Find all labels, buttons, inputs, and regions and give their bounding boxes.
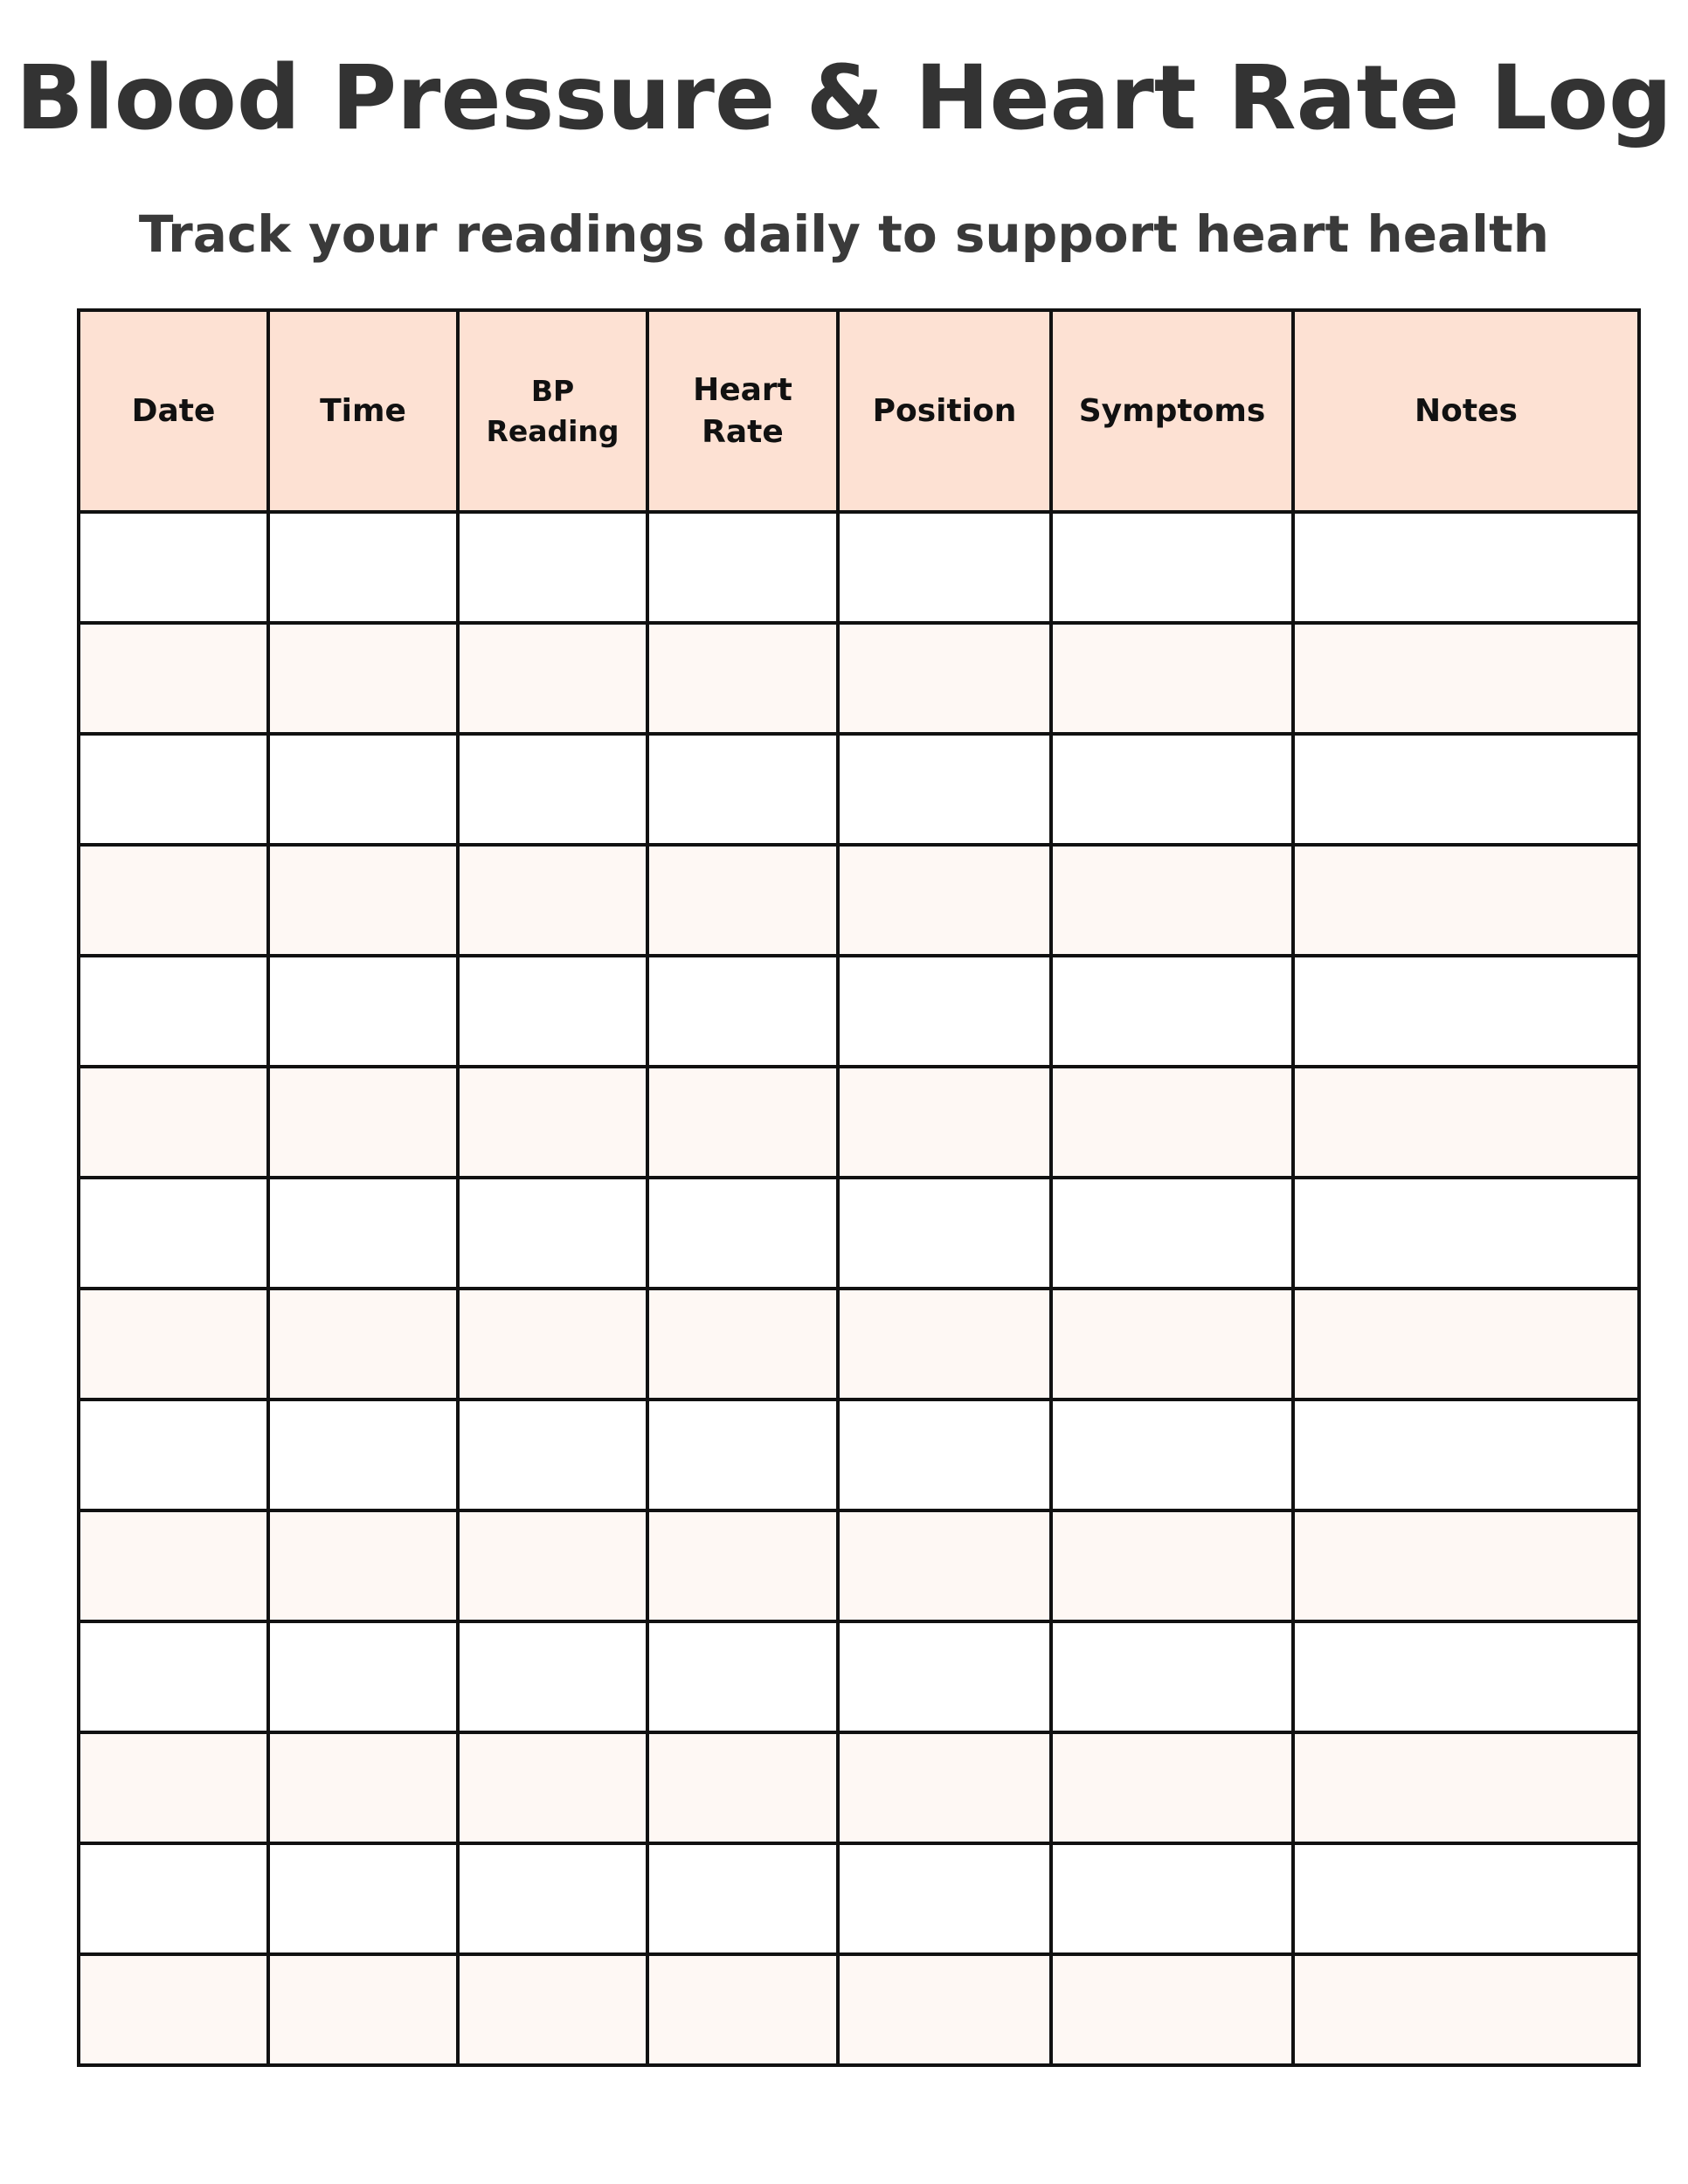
- cell-notes[interactable]: [1293, 1954, 1639, 2065]
- cell-time[interactable]: [268, 512, 458, 623]
- cell-heart-rate[interactable]: [647, 623, 838, 734]
- page-subtitle: Track your readings daily to support heart health: [138, 204, 1550, 264]
- cell-position[interactable]: [838, 845, 1051, 956]
- cell-heart-rate[interactable]: [647, 1289, 838, 1400]
- column-header-heart-rate: Heart Rate: [647, 310, 838, 512]
- cell-notes[interactable]: [1293, 1400, 1639, 1510]
- cell-heart-rate[interactable]: [647, 1843, 838, 1954]
- cell-notes[interactable]: [1293, 1178, 1639, 1289]
- cell-notes[interactable]: [1293, 1732, 1639, 1843]
- table-row: [79, 845, 1639, 956]
- cell-bp-reading[interactable]: [458, 845, 647, 956]
- cell-symptoms[interactable]: [1051, 1954, 1293, 2065]
- column-header-notes: Notes: [1293, 310, 1639, 512]
- cell-time[interactable]: [268, 845, 458, 956]
- table-row: [79, 734, 1639, 845]
- cell-bp-reading[interactable]: [458, 956, 647, 1067]
- cell-time[interactable]: [268, 734, 458, 845]
- cell-time[interactable]: [268, 1732, 458, 1843]
- cell-date[interactable]: [79, 1400, 268, 1510]
- cell-symptoms[interactable]: [1051, 1178, 1293, 1289]
- cell-symptoms[interactable]: [1051, 845, 1293, 956]
- cell-symptoms[interactable]: [1051, 1621, 1293, 1732]
- table-row: [79, 1954, 1639, 2065]
- cell-position[interactable]: [838, 1178, 1051, 1289]
- cell-date[interactable]: [79, 1954, 268, 2065]
- cell-date[interactable]: [79, 1178, 268, 1289]
- cell-position[interactable]: [838, 1289, 1051, 1400]
- cell-bp-reading[interactable]: [458, 1732, 647, 1843]
- cell-bp-reading[interactable]: [458, 734, 647, 845]
- cell-time[interactable]: [268, 1510, 458, 1621]
- cell-position[interactable]: [838, 1954, 1051, 2065]
- cell-heart-rate[interactable]: [647, 956, 838, 1067]
- table-row: [79, 623, 1639, 734]
- cell-heart-rate[interactable]: [647, 1954, 838, 2065]
- cell-date[interactable]: [79, 1621, 268, 1732]
- cell-heart-rate[interactable]: [647, 734, 838, 845]
- cell-position[interactable]: [838, 1843, 1051, 1954]
- cell-heart-rate[interactable]: [647, 1732, 838, 1843]
- cell-bp-reading[interactable]: [458, 1843, 647, 1954]
- cell-position[interactable]: [838, 1732, 1051, 1843]
- cell-notes[interactable]: [1293, 845, 1639, 956]
- cell-notes[interactable]: [1293, 1621, 1639, 1732]
- table-row: [79, 1178, 1639, 1289]
- cell-position[interactable]: [838, 956, 1051, 1067]
- cell-notes[interactable]: [1293, 734, 1639, 845]
- table-row: [79, 512, 1639, 623]
- cell-bp-reading[interactable]: [458, 1954, 647, 2065]
- cell-notes[interactable]: [1293, 1289, 1639, 1400]
- cell-date[interactable]: [79, 623, 268, 734]
- cell-symptoms[interactable]: [1051, 1067, 1293, 1178]
- header-row: [79, 310, 1639, 512]
- cell-notes[interactable]: [1293, 623, 1639, 734]
- cell-bp-reading[interactable]: [458, 512, 647, 623]
- cell-date[interactable]: [79, 1510, 268, 1621]
- cell-symptoms[interactable]: [1051, 1289, 1293, 1400]
- column-header-symptoms: Symptoms: [1051, 310, 1293, 512]
- cell-symptoms[interactable]: [1051, 1510, 1293, 1621]
- cell-position[interactable]: [838, 734, 1051, 845]
- cell-symptoms[interactable]: [1051, 1400, 1293, 1510]
- table-row: [79, 1289, 1639, 1400]
- cell-bp-reading[interactable]: [458, 1289, 647, 1400]
- cell-notes[interactable]: [1293, 1510, 1639, 1621]
- cell-symptoms[interactable]: [1051, 956, 1293, 1067]
- column-header-date: Date: [79, 310, 268, 512]
- table-row: [79, 1400, 1639, 1510]
- cell-time[interactable]: [268, 1621, 458, 1732]
- cell-heart-rate[interactable]: [647, 1510, 838, 1621]
- cell-bp-reading[interactable]: [458, 1178, 647, 1289]
- column-header-time: Time: [268, 310, 458, 512]
- column-header-bp-reading: BP Reading: [458, 310, 647, 512]
- cell-time[interactable]: [268, 1178, 458, 1289]
- page-title: Blood Pressure & Heart Rate Log: [16, 46, 1672, 150]
- cell-date[interactable]: [79, 845, 268, 956]
- cell-heart-rate[interactable]: [647, 1621, 838, 1732]
- cell-time[interactable]: [268, 623, 458, 734]
- cell-position[interactable]: [838, 512, 1051, 623]
- cell-heart-rate[interactable]: [647, 845, 838, 956]
- log-table: [77, 308, 1641, 2067]
- cell-date[interactable]: [79, 734, 268, 845]
- table-row: [79, 1732, 1639, 1843]
- cell-heart-rate[interactable]: [647, 1178, 838, 1289]
- cell-heart-rate[interactable]: [647, 512, 838, 623]
- cell-date[interactable]: [79, 1843, 268, 1954]
- cell-time[interactable]: [268, 1954, 458, 2065]
- cell-date[interactable]: [79, 512, 268, 623]
- cell-time[interactable]: [268, 1067, 458, 1178]
- table-row: [79, 1843, 1639, 1954]
- cell-notes[interactable]: [1293, 1067, 1639, 1178]
- cell-symptoms[interactable]: [1051, 1843, 1293, 1954]
- cell-bp-reading[interactable]: [458, 1067, 647, 1178]
- cell-bp-reading[interactable]: [458, 1621, 647, 1732]
- cell-date[interactable]: [79, 1289, 268, 1400]
- cell-time[interactable]: [268, 1843, 458, 1954]
- table-row: [79, 1067, 1639, 1178]
- cell-bp-reading[interactable]: [458, 623, 647, 734]
- cell-notes[interactable]: [1293, 512, 1639, 623]
- cell-bp-reading[interactable]: [458, 1400, 647, 1510]
- column-header-position: Position: [838, 310, 1051, 512]
- cell-date[interactable]: [79, 1067, 268, 1178]
- cell-position[interactable]: [838, 1400, 1051, 1510]
- cell-symptoms[interactable]: [1051, 1732, 1293, 1843]
- table-row: [79, 1510, 1639, 1621]
- cell-position[interactable]: [838, 623, 1051, 734]
- cell-position[interactable]: [838, 1510, 1051, 1621]
- cell-symptoms[interactable]: [1051, 734, 1293, 845]
- cell-bp-reading[interactable]: [458, 1510, 647, 1621]
- cell-notes[interactable]: [1293, 956, 1639, 1067]
- cell-notes[interactable]: [1293, 1843, 1639, 1954]
- cell-date[interactable]: [79, 956, 268, 1067]
- cell-heart-rate[interactable]: [647, 1400, 838, 1510]
- cell-time[interactable]: [268, 956, 458, 1067]
- cell-symptoms[interactable]: [1051, 623, 1293, 734]
- cell-position[interactable]: [838, 1621, 1051, 1732]
- cell-date[interactable]: [79, 1732, 268, 1843]
- cell-heart-rate[interactable]: [647, 1067, 838, 1178]
- table-row: [79, 1621, 1639, 1732]
- cell-time[interactable]: [268, 1289, 458, 1400]
- log-body: [79, 512, 1639, 2065]
- cell-time[interactable]: [268, 1400, 458, 1510]
- table-row: [79, 956, 1639, 1067]
- cell-symptoms[interactable]: [1051, 512, 1293, 623]
- cell-position[interactable]: [838, 1067, 1051, 1178]
